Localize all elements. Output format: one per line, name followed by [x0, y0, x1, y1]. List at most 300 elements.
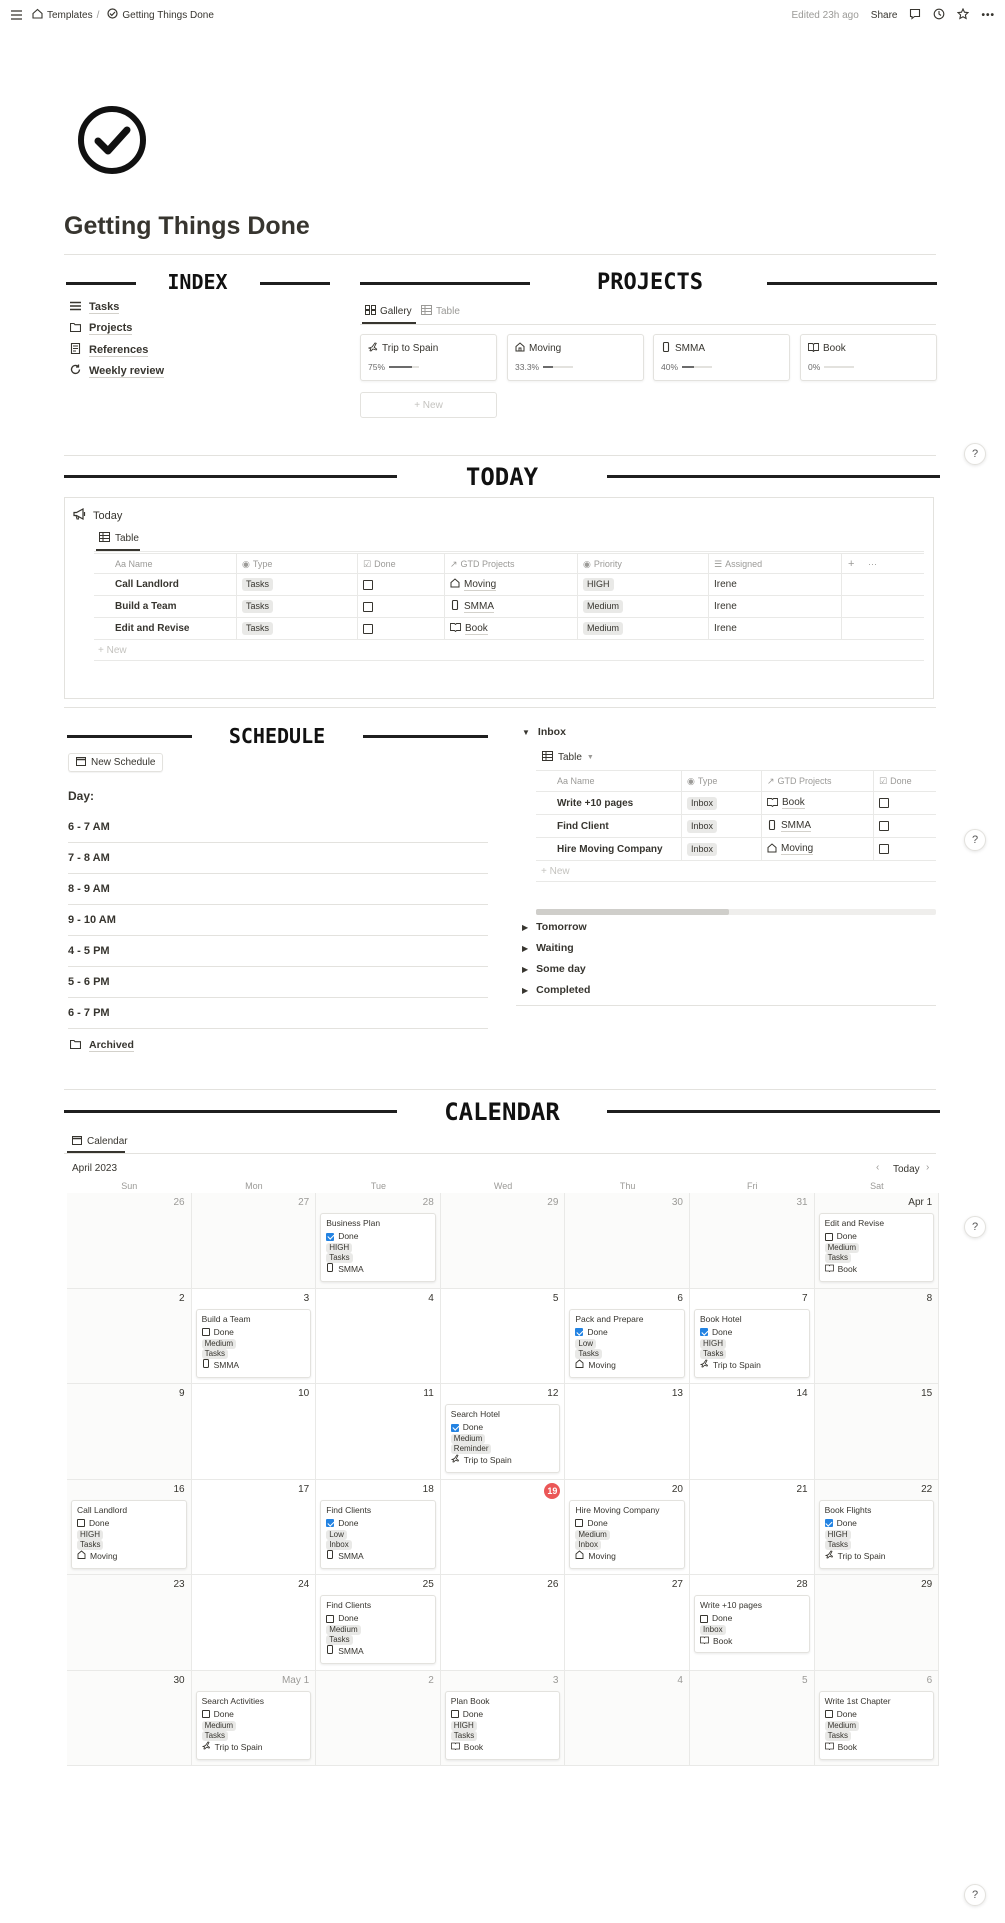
done-checkbox[interactable]: [363, 624, 373, 634]
day-number: 6: [677, 1292, 683, 1304]
folder-icon: [70, 322, 81, 335]
tab-label: Calendar: [87, 1136, 128, 1147]
new-project-button[interactable]: + New: [360, 392, 497, 418]
project-link[interactable]: Book: [837, 1741, 857, 1752]
day-number: 18: [422, 1483, 434, 1495]
project-link[interactable]: SMMA: [338, 1550, 364, 1561]
project-link[interactable]: Book: [782, 797, 805, 808]
calendar-event-card[interactable]: [569, 1500, 685, 1569]
assigned-value: Irene: [714, 579, 737, 590]
inbox-toggle[interactable]: [522, 726, 566, 738]
toggle-label: Tomorrow: [536, 921, 587, 933]
select-icon: ◉: [687, 775, 695, 786]
calendar-event-card[interactable]: [320, 1500, 436, 1569]
col-line: [577, 553, 578, 639]
priority-tag: Low: [326, 1530, 347, 1540]
divider: [94, 551, 924, 552]
breadcrumb-separator: /: [96, 9, 100, 21]
type-tag: Tasks: [202, 1349, 228, 1359]
calendar-day-cell[interactable]: [565, 1575, 690, 1671]
tab-table[interactable]: [421, 305, 460, 318]
col-line: [761, 770, 762, 860]
assigned-value: Irene: [714, 601, 737, 612]
index-link-label: References: [89, 343, 149, 356]
project-link[interactable]: Book: [463, 1741, 484, 1752]
book-icon: [700, 1635, 709, 1648]
calendar-day-cell[interactable]: [192, 1193, 317, 1289]
help-button[interactable]: ?: [964, 443, 986, 465]
book-icon: [451, 1741, 460, 1754]
done-checkbox[interactable]: [575, 1519, 583, 1527]
divider: [64, 1089, 936, 1090]
calendar-event-card[interactable]: [819, 1500, 935, 1569]
comment-icon[interactable]: [909, 8, 921, 23]
plane-icon: [368, 342, 378, 355]
next-month-icon[interactable]: ›: [926, 1162, 930, 1173]
row-name[interactable]: Build a Team: [115, 601, 177, 612]
select-icon: ◉: [242, 558, 250, 569]
calendar-event-card[interactable]: [196, 1691, 312, 1760]
priority-tag: Medium: [825, 1721, 859, 1731]
project-link[interactable]: Trip to Spain: [463, 1455, 512, 1465]
calendar-event-card[interactable]: [445, 1404, 561, 1473]
rule: [66, 282, 136, 285]
done-checkbox[interactable]: [202, 1710, 210, 1718]
done-checkbox[interactable]: [575, 1328, 583, 1336]
calendar-event-card[interactable]: [445, 1691, 561, 1760]
rule: [64, 1110, 397, 1113]
calendar-day-cell[interactable]: [67, 1671, 192, 1767]
day-number: 2: [428, 1674, 434, 1686]
star-icon[interactable]: [957, 8, 969, 23]
column-header-label: Assigned: [725, 559, 763, 569]
calendar-day-cell[interactable]: [690, 1193, 815, 1289]
divider: [516, 1005, 936, 1006]
day-number: 27: [298, 1197, 310, 1208]
col-line: [841, 553, 842, 639]
calendar-day-cell[interactable]: [441, 1289, 566, 1385]
project-name: Moving: [529, 343, 562, 354]
project-link[interactable]: Trip to Spain: [214, 1741, 263, 1752]
row-line: [536, 881, 936, 882]
table-icon: [421, 305, 432, 318]
done-checkbox[interactable]: [825, 1710, 833, 1718]
column-header-label: Priority: [593, 559, 622, 569]
index-link-label: Projects: [89, 322, 133, 334]
project-link[interactable]: SMMA: [781, 820, 811, 831]
calendar-day-cell[interactable]: [565, 1671, 690, 1767]
weekday-header: Tue: [370, 1181, 387, 1191]
type-tag: Tasks: [825, 1731, 851, 1741]
calendar-day-cell[interactable]: [690, 1384, 815, 1480]
event-title: Edit and Revise: [824, 1218, 885, 1228]
done-checkbox[interactable]: [825, 1519, 833, 1527]
index-link-projects[interactable]: [70, 322, 132, 335]
calendar-day-cell[interactable]: [690, 1671, 815, 1767]
weekday-header: Fri: [747, 1181, 758, 1191]
time-slot[interactable]: 9 - 10 AM: [68, 905, 488, 936]
progress-bar: [682, 366, 712, 368]
time-slot[interactable]: 6 - 7 AM: [68, 812, 488, 843]
phone-icon: [326, 1645, 334, 1658]
day-number: 14: [796, 1388, 808, 1399]
calendar-day-cell[interactable]: [192, 1575, 317, 1671]
project-link[interactable]: Moving: [781, 843, 814, 854]
project-card[interactable]: [653, 334, 790, 381]
column-header-assigned[interactable]: [714, 556, 762, 572]
archived-link[interactable]: [70, 1039, 134, 1052]
phone-icon: [202, 1359, 210, 1372]
calendar-day-cell[interactable]: [316, 1671, 441, 1767]
divider: [360, 324, 936, 325]
calendar-day-cell[interactable]: [316, 1384, 441, 1480]
new-row-button[interactable]: + New: [541, 865, 570, 877]
column-header-label: Done: [374, 559, 396, 569]
tab-label: Table: [558, 752, 582, 763]
gallery-icon: [365, 305, 376, 318]
calendar-day-cell[interactable]: [690, 1480, 815, 1576]
priority-tag: Medium: [326, 1625, 360, 1635]
calendar-day-cell[interactable]: [815, 1384, 940, 1480]
done-label: Done: [712, 1613, 733, 1623]
calendar-day-cell[interactable]: [316, 1289, 441, 1385]
project-link[interactable]: Moving: [464, 578, 497, 590]
project-name: Book: [823, 343, 846, 354]
calendar-event-card[interactable]: [694, 1595, 810, 1653]
done-checkbox[interactable]: [326, 1519, 334, 1527]
day-number: 22: [921, 1483, 933, 1495]
today-date-badge: 19: [544, 1483, 560, 1499]
type-tag: Tasks: [242, 600, 273, 613]
weekday-header: Sun: [121, 1181, 138, 1191]
type-tag: Inbox: [326, 1540, 352, 1550]
type-tag: Tasks: [202, 1731, 228, 1741]
calendar-day-cell[interactable]: [67, 1384, 192, 1480]
breadcrumb-page[interactable]: Getting Things Done: [122, 9, 214, 21]
calendar-event-card[interactable]: [196, 1309, 312, 1378]
priority-tag: Medium: [583, 600, 623, 613]
column-header-type[interactable]: [687, 773, 717, 789]
more-options-button[interactable]: ···: [868, 559, 877, 569]
type-tag: Tasks: [825, 1540, 851, 1550]
column-header-label: GTD Projects: [460, 559, 515, 569]
done-checkbox[interactable]: [879, 844, 889, 854]
toggle-completed[interactable]: [522, 984, 590, 996]
event-title: Search Activities: [201, 1695, 264, 1706]
row-name[interactable]: Write +10 pages: [557, 797, 634, 809]
divider: [64, 254, 936, 255]
tab-gallery[interactable]: [365, 305, 412, 318]
progress-bar: [543, 366, 573, 368]
calendar-event-card[interactable]: [71, 1500, 187, 1569]
project-card[interactable]: [800, 334, 937, 381]
day-number: 26: [547, 1579, 559, 1590]
type-tag: Tasks: [242, 578, 273, 591]
type-tag: Tasks: [326, 1635, 352, 1645]
type-tag: Tasks: [242, 622, 273, 635]
project-card[interactable]: [507, 334, 644, 381]
day-number: 25: [422, 1579, 434, 1590]
time-slot[interactable]: 5 - 6 PM: [68, 967, 488, 998]
done-checkbox[interactable]: [700, 1328, 708, 1336]
day-number: 16: [173, 1483, 185, 1495]
calendar-day-cell[interactable]: [441, 1575, 566, 1671]
calendar-day-cell[interactable]: [192, 1384, 317, 1480]
toggle-tomorrow[interactable]: [522, 921, 587, 933]
done-checkbox[interactable]: [451, 1424, 459, 1432]
project-link[interactable]: Moving: [588, 1359, 616, 1370]
event-title: Write +10 pages: [700, 1600, 762, 1610]
done-checkbox[interactable]: [879, 798, 889, 808]
project-link[interactable]: Trip to Spain: [713, 1359, 761, 1370]
today-tab-table[interactable]: [99, 532, 139, 545]
done-label: Done: [836, 1231, 857, 1241]
row-name[interactable]: Call Landlord: [115, 579, 179, 590]
project-link[interactable]: Book: [465, 622, 488, 634]
help-button[interactable]: ?: [964, 1884, 986, 1906]
day-number: 12: [547, 1388, 559, 1399]
clock-icon[interactable]: [933, 8, 945, 23]
help-button[interactable]: ?: [964, 829, 986, 851]
project-name: SMMA: [675, 343, 705, 354]
day-number: 24: [298, 1579, 310, 1590]
day-number: 4: [677, 1674, 683, 1686]
calendar-day-cell[interactable]: [441, 1480, 566, 1576]
type-tag: Reminder: [451, 1444, 492, 1454]
folder-icon: [70, 1039, 81, 1052]
select-icon: ◉: [583, 558, 591, 569]
calendar-day-cell[interactable]: [67, 1193, 192, 1289]
table-icon: [542, 751, 553, 764]
share-button[interactable]: Share: [870, 9, 898, 21]
toggle-waiting[interactable]: [522, 942, 574, 954]
event-title: Pack and Prepare: [575, 1313, 644, 1324]
menu-icon[interactable]: [10, 9, 23, 21]
index-link-tasks[interactable]: [70, 301, 119, 314]
rule: [360, 282, 530, 285]
column-header-projects[interactable]: [767, 773, 832, 789]
day-number: 11: [423, 1388, 434, 1399]
page-icon[interactable]: [76, 104, 148, 176]
day-label: Day:: [68, 789, 95, 803]
day-number: 9: [179, 1388, 185, 1399]
done-checkbox[interactable]: [825, 1233, 833, 1241]
calendar-day-cell[interactable]: [441, 1193, 566, 1289]
done-checkbox[interactable]: [326, 1615, 334, 1623]
day-number: 4: [428, 1292, 434, 1304]
col-line: [708, 553, 709, 639]
project-link[interactable]: Moving: [90, 1550, 118, 1561]
day-number: 17: [298, 1483, 310, 1495]
chevron-down-icon: ▼: [586, 754, 594, 761]
project-link[interactable]: Book: [837, 1264, 857, 1274]
check-circle-icon: [107, 8, 118, 22]
row-name[interactable]: Find Client: [557, 820, 609, 832]
type-tag: Tasks: [77, 1540, 103, 1550]
project-link[interactable]: SMMA: [213, 1359, 240, 1370]
day-number: 3: [303, 1292, 310, 1304]
type-tag: Tasks: [451, 1731, 477, 1741]
top-bar: [0, 0, 1005, 30]
row-name[interactable]: Edit and Revise: [115, 623, 190, 634]
day-number: 21: [796, 1483, 808, 1495]
home-icon: [575, 1550, 584, 1563]
done-checkbox[interactable]: [77, 1519, 85, 1527]
page-title[interactable]: Getting Things Done: [64, 212, 310, 240]
document-icon: [70, 343, 81, 357]
calendar-day-cell[interactable]: [192, 1480, 317, 1576]
event-title: Build a Team: [201, 1313, 251, 1324]
index-link-weekly-review[interactable]: [70, 364, 164, 378]
row-name[interactable]: Hire Moving Company: [557, 843, 663, 855]
calendar-day-cell[interactable]: [565, 1193, 690, 1289]
prev-month-icon[interactable]: ‹: [876, 1162, 880, 1173]
done-label: Done: [836, 1517, 857, 1528]
event-title: Hire Moving Company: [575, 1504, 660, 1515]
priority-tag: Medium: [825, 1243, 859, 1253]
tab-label: Gallery: [380, 306, 412, 317]
day-number: 30: [173, 1674, 185, 1686]
done-checkbox[interactable]: [363, 602, 373, 612]
project-link[interactable]: SMMA: [338, 1264, 364, 1274]
project-link[interactable]: SMMA: [464, 600, 494, 612]
add-column-button[interactable]: +: [848, 558, 855, 570]
assigned-value: Irene: [714, 623, 737, 634]
tab-label: Table: [115, 533, 139, 544]
project-link[interactable]: Book: [713, 1636, 733, 1646]
done-label: Done: [836, 1708, 857, 1719]
toggle-label: Some day: [536, 963, 586, 975]
more-icon[interactable]: •••: [981, 9, 995, 21]
calendar-event-card[interactable]: [320, 1595, 436, 1664]
done-label: Done: [338, 1613, 359, 1623]
type-tag: Tasks: [700, 1349, 726, 1359]
calendar-event-card[interactable]: [819, 1213, 935, 1282]
triangle-right-icon: ▶: [522, 964, 529, 974]
calendar-event-card[interactable]: [694, 1309, 810, 1378]
calendar-day-cell[interactable]: [67, 1575, 192, 1671]
column-header-projects[interactable]: [450, 556, 515, 572]
column-header-done[interactable]: [879, 773, 912, 789]
index-link-label: Tasks: [89, 301, 120, 313]
db-title-label: Today: [93, 509, 123, 522]
time-slot[interactable]: 8 - 9 AM: [68, 874, 488, 905]
triangle-down-icon: ▼: [522, 727, 530, 737]
done-checkbox[interactable]: [202, 1328, 210, 1336]
event-title: Search Hotel: [450, 1409, 500, 1419]
list-icon: ☰: [714, 558, 723, 569]
day-number: 3: [552, 1674, 559, 1686]
calendar-day-cell[interactable]: [815, 1575, 940, 1671]
column-header-priority[interactable]: [583, 556, 622, 572]
divider: [536, 770, 936, 771]
type-tag: Inbox: [700, 1625, 726, 1635]
edited-timestamp: Edited 23h ago: [791, 9, 859, 21]
book-icon: [450, 622, 461, 635]
triangle-right-icon: ▶: [522, 985, 529, 995]
day-number: 23: [173, 1579, 185, 1590]
project-link[interactable]: Trip to Spain: [837, 1550, 886, 1561]
day-number: 31: [796, 1197, 808, 1208]
done-checkbox[interactable]: [451, 1710, 459, 1718]
project-card[interactable]: [360, 334, 497, 381]
time-slot[interactable]: 4 - 5 PM: [68, 936, 488, 967]
project-link[interactable]: SMMA: [338, 1646, 364, 1656]
project-link[interactable]: Moving: [588, 1550, 616, 1561]
event-title: Write 1st Chapter: [824, 1695, 891, 1706]
new-row-button[interactable]: + New: [98, 644, 127, 656]
column-header-label: Done: [890, 776, 912, 786]
help-button[interactable]: ?: [964, 1216, 986, 1238]
priority-tag: Medium: [202, 1339, 236, 1349]
progress-label: 75%: [368, 362, 386, 372]
calendar-day-cell[interactable]: [565, 1384, 690, 1480]
priority-tag: HIGH: [326, 1243, 352, 1253]
event-title: Find Clients: [326, 1600, 372, 1610]
column-header-name[interactable]: Aa Name: [115, 559, 153, 569]
progress-label: 0%: [808, 362, 821, 372]
schedule-heading: SCHEDULE: [228, 724, 326, 748]
toggle-label: Completed: [536, 984, 591, 996]
calendar-day-cell[interactable]: [815, 1289, 940, 1385]
done-checkbox[interactable]: [363, 580, 373, 590]
toggle-some-day[interactable]: [522, 963, 586, 975]
calendar-event-card[interactable]: [819, 1691, 935, 1760]
day-number: 29: [547, 1197, 559, 1208]
today-heading: TODAY: [465, 463, 539, 491]
weekday-header: Thu: [619, 1181, 636, 1191]
priority-tag: Medium: [451, 1434, 485, 1444]
row-line: [94, 573, 924, 574]
time-slot[interactable]: 6 - 7 PM: [68, 998, 488, 1029]
breadcrumb-templates[interactable]: Templates: [47, 9, 93, 21]
calendar-day-cell[interactable]: [67, 1289, 192, 1385]
projects-heading: PROJECTS: [597, 270, 703, 295]
day-number: 6: [926, 1674, 933, 1686]
done-label: Done: [338, 1231, 359, 1241]
horizontal-scrollbar[interactable]: [536, 909, 936, 915]
rule: [67, 735, 192, 738]
calendar-event-card[interactable]: [569, 1309, 685, 1378]
column-header-done[interactable]: [363, 556, 396, 572]
column-header-name[interactable]: Aa Name: [557, 776, 595, 786]
done-checkbox[interactable]: [879, 821, 889, 831]
priority-tag: Low: [575, 1339, 596, 1349]
today-database: [64, 497, 934, 699]
done-checkbox[interactable]: [326, 1233, 334, 1241]
phone-icon: [326, 1550, 334, 1563]
done-checkbox[interactable]: [700, 1615, 708, 1623]
triangle-right-icon: ▶: [522, 943, 529, 953]
today-button[interactable]: Today: [893, 1164, 920, 1175]
month-label: April 2023: [72, 1163, 118, 1174]
calendar-event-card[interactable]: [320, 1213, 436, 1282]
new-schedule-button[interactable]: [68, 753, 163, 772]
index-link-references[interactable]: [70, 343, 148, 357]
link-label: Archived: [89, 1039, 134, 1051]
column-header-type[interactable]: [242, 556, 272, 572]
calendar-tab[interactable]: [72, 1135, 128, 1148]
time-slot[interactable]: 7 - 8 AM: [68, 843, 488, 874]
triangle-right-icon: ▶: [522, 922, 529, 932]
calendar-icon: [72, 1135, 82, 1148]
phone-icon: [767, 820, 777, 833]
inbox-tab-table[interactable]: [542, 751, 594, 764]
home-icon: [767, 843, 777, 856]
day-number: 20: [671, 1483, 683, 1495]
today-db-title[interactable]: [73, 508, 122, 523]
day-number: 5: [802, 1674, 808, 1686]
